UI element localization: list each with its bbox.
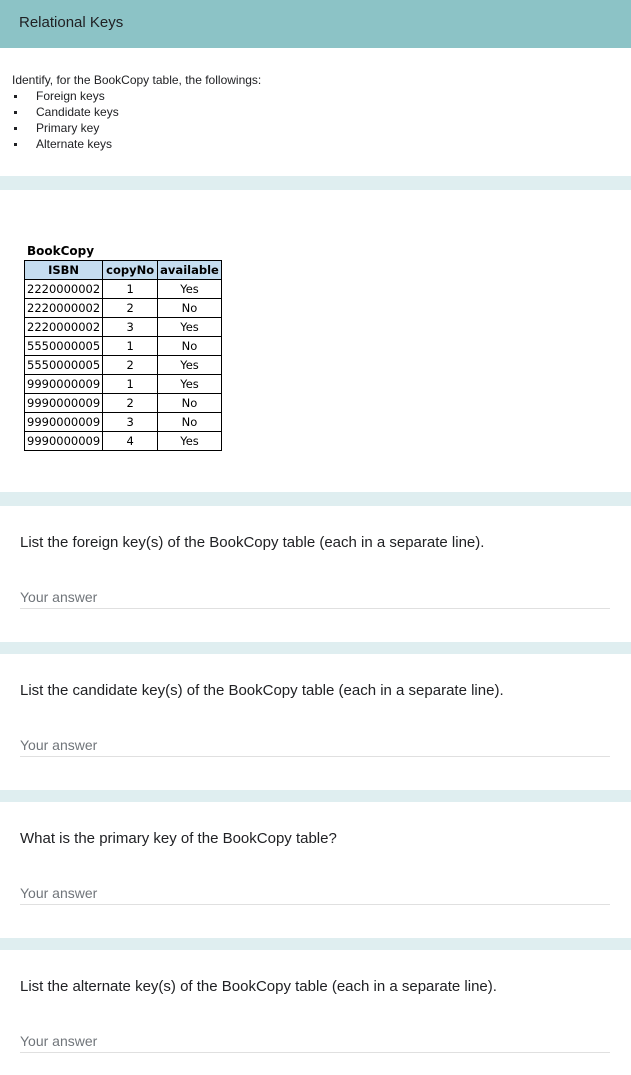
section-header — [0, 0, 631, 48]
table-row — [25, 280, 222, 299]
cell-isbn: 9990000009 — [25, 432, 103, 451]
answer-input-candidate-keys[interactable] — [20, 734, 610, 757]
cell-available: No — [158, 413, 222, 432]
cell-available: Yes — [158, 356, 222, 375]
cell-copyno: 3 — [103, 413, 158, 432]
bookcopy-table-image — [24, 242, 222, 451]
bullet-item-foreign-keys: Foreign keys — [12, 88, 261, 104]
cell-available: Yes — [158, 375, 222, 394]
cell-isbn: 2220000002 — [25, 318, 103, 337]
question-card-foreign-keys — [0, 506, 631, 642]
cell-isbn: 2220000002 — [25, 280, 103, 299]
intro-description — [12, 72, 261, 152]
cell-available: Yes — [158, 318, 222, 337]
question-card-alternate-keys — [0, 950, 631, 1075]
question-text: What is the primary key of the BookCopy table? — [20, 830, 337, 847]
cell-isbn: 9990000009 — [25, 394, 103, 413]
cell-isbn: 5550000005 — [25, 337, 103, 356]
question-card-primary-key — [0, 802, 631, 938]
cell-isbn: 5550000005 — [25, 356, 103, 375]
cell-copyno: 1 — [103, 280, 158, 299]
table-row — [25, 356, 222, 375]
bullet-item-alternate-keys: Alternate keys — [12, 136, 261, 152]
answer-input-foreign-keys[interactable] — [20, 586, 610, 609]
table-row — [25, 318, 222, 337]
column-header-copyno: copyNo — [103, 261, 158, 280]
bookcopy-table — [24, 260, 222, 451]
table-row — [25, 375, 222, 394]
cell-isbn: 2220000002 — [25, 299, 103, 318]
answer-input-alternate-keys[interactable] — [20, 1030, 610, 1053]
question-text: List the alternate key(s) of the BookCopy table (each in a separate line). — [20, 978, 497, 995]
intro-bullet-list — [12, 88, 261, 152]
question-text: List the candidate key(s) of the BookCopy table (each in a separate line). — [20, 682, 504, 699]
cell-copyno: 2 — [103, 356, 158, 375]
intro-text: Identify, for the BookCopy table, the followings: — [12, 73, 262, 87]
table-row — [25, 299, 222, 318]
table-caption: BookCopy — [27, 244, 95, 258]
cell-available: No — [158, 394, 222, 413]
table-header-row — [25, 261, 222, 280]
bullet-item-primary-key: Primary key — [12, 120, 261, 136]
bullet-item-candidate-keys: Candidate keys — [12, 104, 261, 120]
cell-available: No — [158, 337, 222, 356]
cell-copyno: 4 — [103, 432, 158, 451]
cell-copyno: 2 — [103, 394, 158, 413]
cell-copyno: 3 — [103, 318, 158, 337]
table-row — [25, 394, 222, 413]
question-text: List the foreign key(s) of the BookCopy table (each in a separate line). — [20, 534, 485, 551]
cell-copyno: 2 — [103, 299, 158, 318]
cell-available: No — [158, 299, 222, 318]
cell-available: Yes — [158, 280, 222, 299]
cell-isbn: 9990000009 — [25, 413, 103, 432]
cell-available: Yes — [158, 432, 222, 451]
answer-input-primary-key[interactable] — [20, 882, 610, 905]
table-row — [25, 337, 222, 356]
column-header-isbn: ISBN — [25, 261, 103, 280]
cell-isbn: 9990000009 — [25, 375, 103, 394]
cell-copyno: 1 — [103, 337, 158, 356]
column-header-available: available — [158, 261, 222, 280]
section-title: Relational Keys — [19, 14, 124, 31]
table-row — [25, 413, 222, 432]
question-card-candidate-keys — [0, 654, 631, 790]
cell-copyno: 1 — [103, 375, 158, 394]
table-row — [25, 432, 222, 451]
